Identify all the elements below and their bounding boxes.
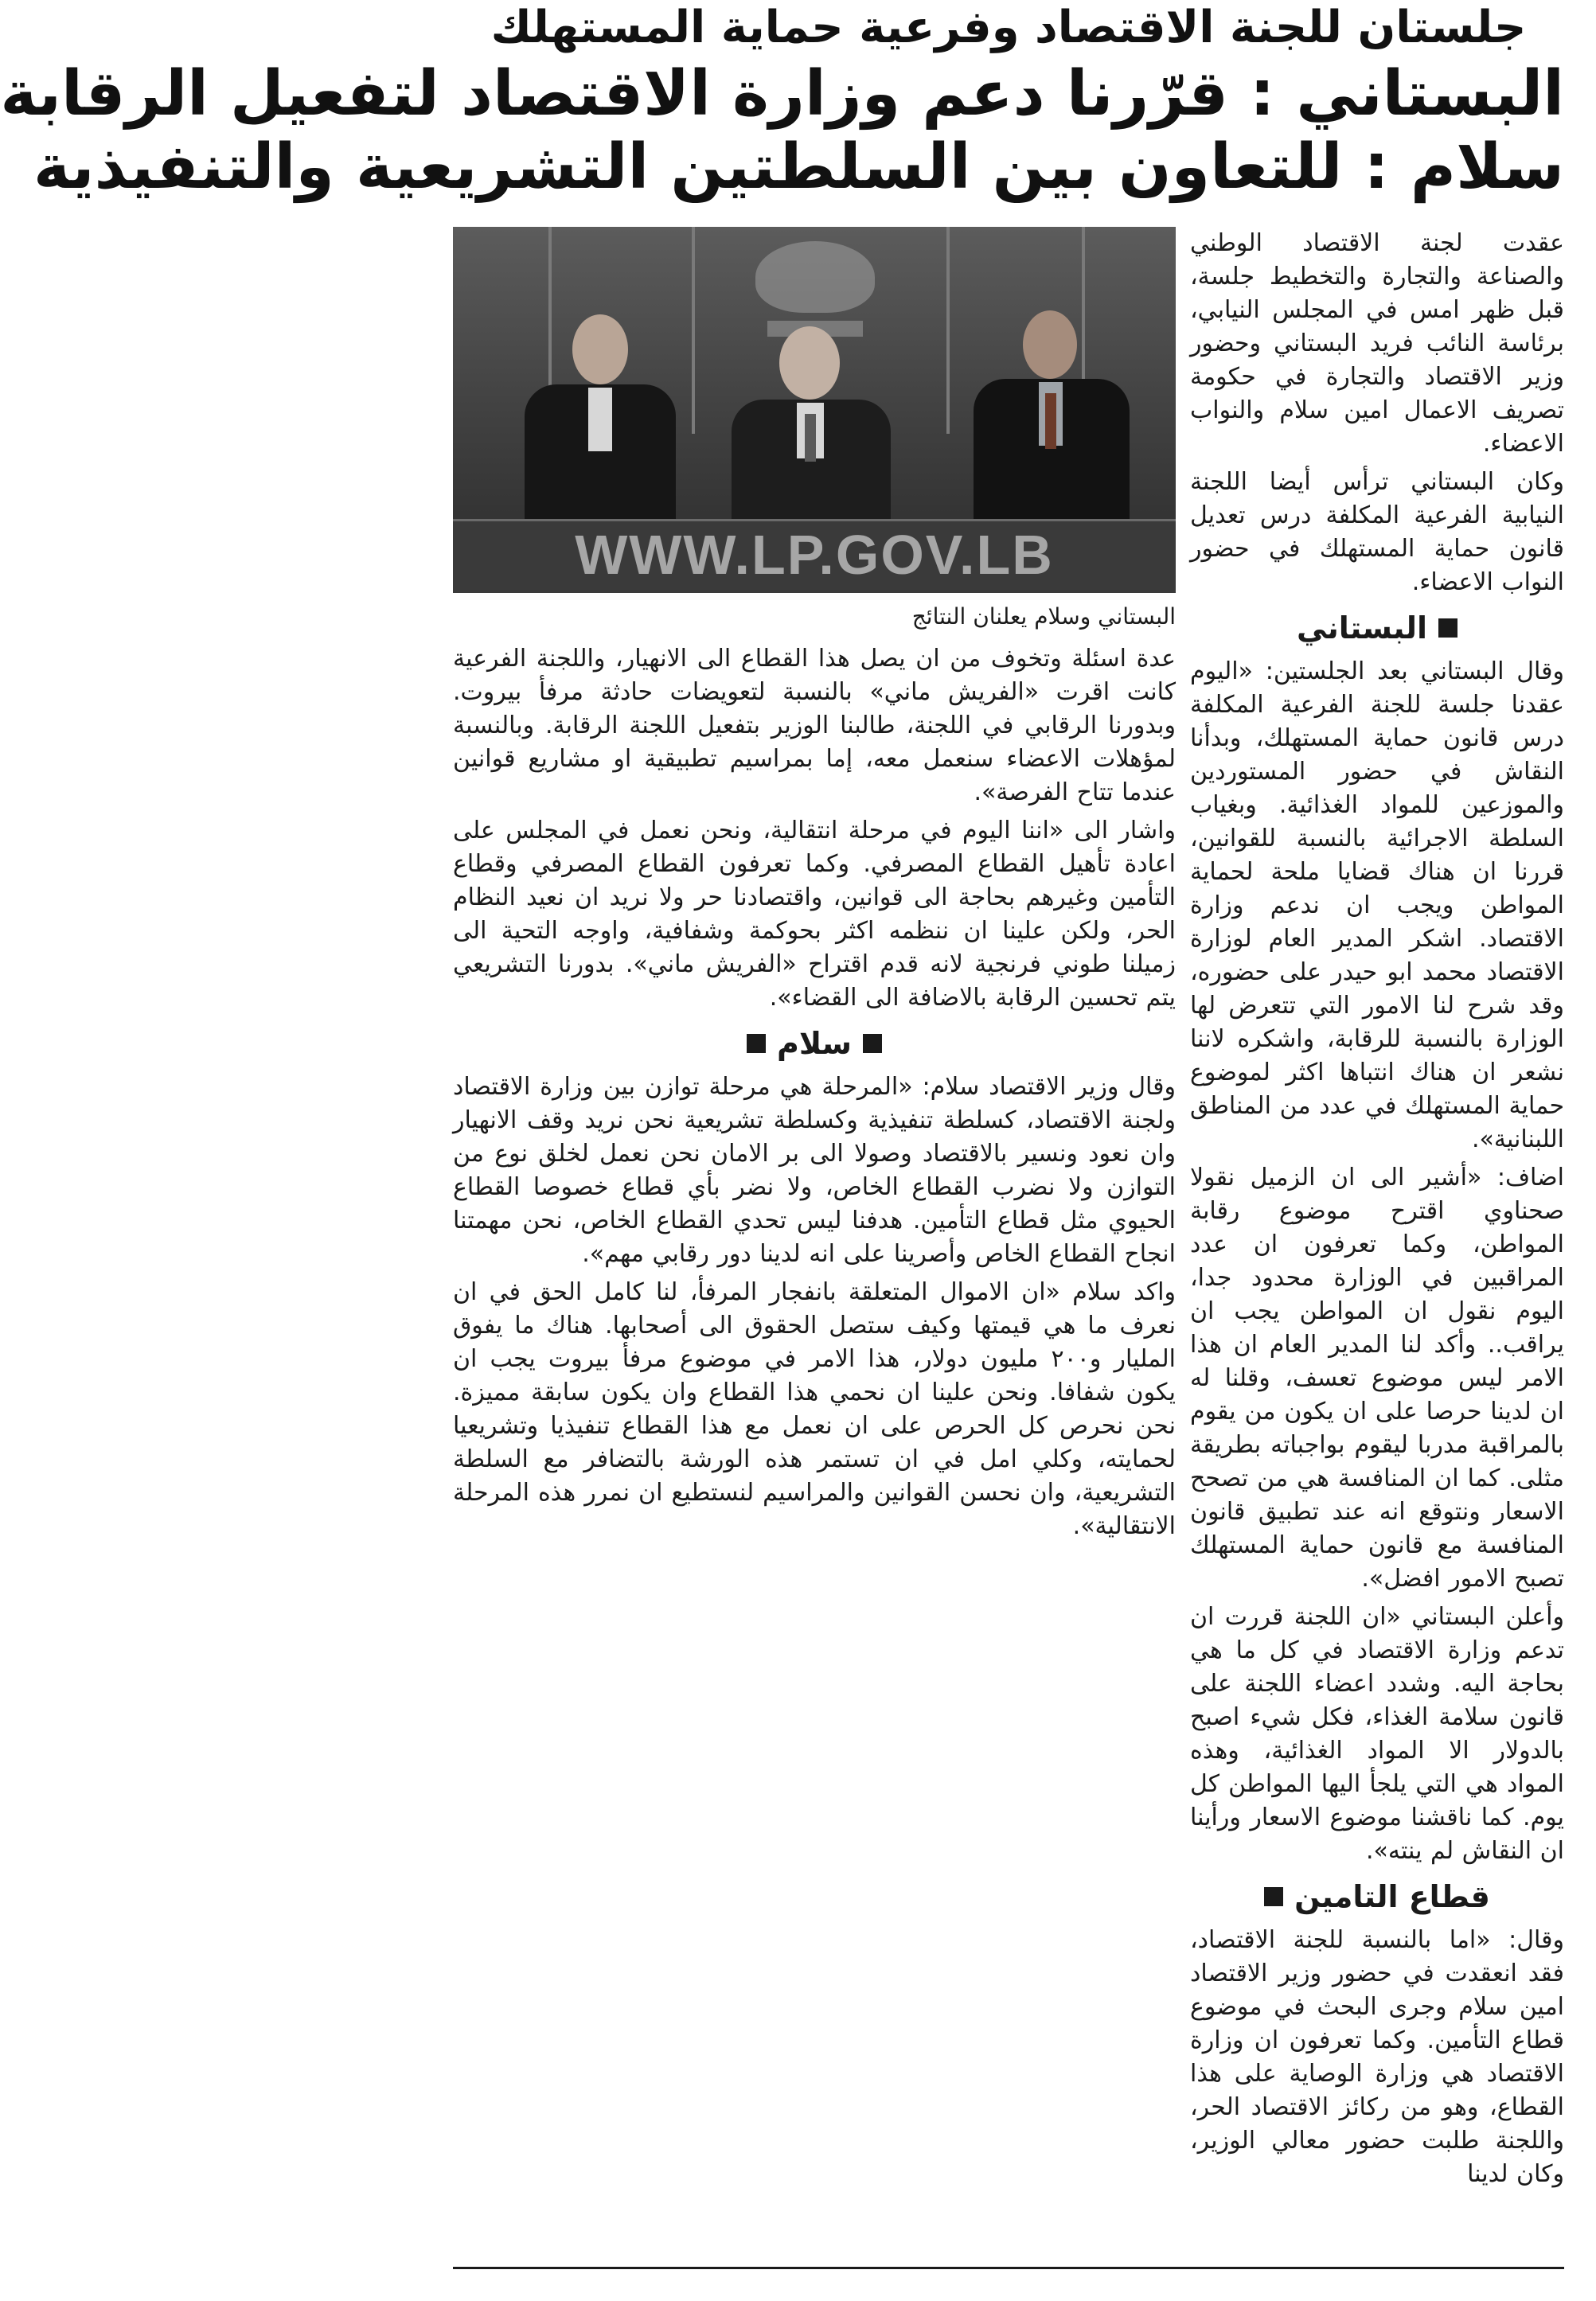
paragraph: واشار الى «اننا اليوم في مرحلة انتقالية، ونحن نعمل في المجلس على اعادة تأهيل القطاع المصرفي. وكما تعرفون القطاع المصرفي وقطاع التأمين وغيرهم بحاجة الى قوانين، واقتصادنا حر ولا نريد ان نعيد النظام الحر، ولكن علينا ان ننظمه اكثر بحوكمة وشفافية، واوجه التحية الى زميلنا طوني فرنجية لانه قدم اقتراح «الفريش ماني». بدورنا التشريعي يتم تحسين الرقابة بالاضافة الى القضاء». [453, 817, 1176, 1012]
main-headline: البستاني : قرّرنا دعم وزارة الاقتصاد لتفعيل الرقابة [0, 58, 1564, 130]
parliament-emblem-icon [755, 241, 875, 313]
left-column [453, 227, 1176, 2260]
paragraph: عدة اسئلة وتخوف من ان يصل هذا القطاع الى الانهيار، واللجنة الفرعية كانت اقرت «الفريش ماني» بالنسبة لتعويضات حادثة مرفأ بيروت. وبدورنا الرقابي في اللجنة، طالبنا الوزير بتفعيل اللجنة الرقابة. وبالنسبة لمؤهلات الاعضاء سنعمل معه، إما بمراسيم تطبيقية او مشاريع قوانين عندما تتاح الفرصة». [453, 645, 1176, 806]
square-bullet-icon [747, 1034, 766, 1053]
subheading-salam [453, 1026, 1176, 1061]
paragraph: واكد سلام «ان الاموال المتعلقة بانفجار المرفأ، لنا كامل الحق في ان نعرف ما هي قيمتها وكيف ستصل الحقوق الى أصحابها. هناك ما يفوق المليار و٢٠٠ مليون دولار، هذا الامر في موضوع مرفأ بيروت يجب ان يكون شفافا. ونحن علينا ان نحمي هذا القطاع وان يكون سابقة مميزة. نحن نحرص كل الحرص على ان نعمل مع هذا القطاع تنفيذيا وتشريعيا لحمايته، وكلي امل في ان تستمر هذه الورشة بالتضافر مع السلطة التشريعية، وان نحسن القوانين والمراسيم لنستطيع ان نمرر هذه المرحلة الانتقالية». [453, 1278, 1176, 1540]
square-bullet-icon [1264, 1887, 1283, 1906]
kicker-headline: جلستان للجنة الاقتصاد وفرعية حماية المستهلك [490, 2, 1527, 53]
paragraph: وقال: «اما بالنسبة للجنة الاقتصاد، فقد انعقدت في حضور وزير الاقتصاد امين سلام وجرى البحث في موضوع قطاع التأمين. وكما تعرفون ان وزارة الاقتصاد هي وزارة الوصاية على هذا القطاع، وهو من ركائز الاقتصاد الحر، واللجنة طلبت حضور معالي الوزير، وكان لدينا [1190, 1926, 1564, 2188]
paragraph: اضاف: «أشير الى ان الزميل نقولا صحناوي اقترح موضوع رقابة المواطن، وكما تعرفون ان عدد المراقبين في الوزارة محدود جدا، اليوم نقول ان المواطن يجب ان يراقب.. وأكد لنا المدير العام ان هذا الامر ليس موضوع تعسف، وقلنا له ان لدينا حرصا على ان يكون من يقوم بالمراقبة مدربا ليقوم بواجباته بطريقة مثلى. كما ان المنافسة هي من تصحح الاسعار ونتوقع انه عند تطبيق قانون المنافسة مع قانون حماية المستهلك تصبح الامور افضل». [1190, 1164, 1564, 1593]
subheading-insurance [1190, 1879, 1564, 1914]
subheading-bustani [1190, 610, 1564, 645]
subheading-text: البستاني [1297, 610, 1427, 645]
paragraph: وقال وزير الاقتصاد سلام: «المرحلة هي مرحلة توازن بين وزارة الاقتصاد ولجنة الاقتصاد، كسلطة تنفيذية وكسلطة تشريعية نحن نريد وقف الانهيار وان نعود ونسير بالاقتصاد وصولا الى بر الامان نحن نعمل لخلق نوع من التوازن ولا نضرب القطاع الخاص، ولا نضر بأي قطاع خصوصا القطاع الحيوي مثل قطاع التأمين. هدفنا ليس تحدي القطاع الخاص، نحن مهمتنا انجاح القطاع الخاص وأصرينا على انه لدينا دور رقابي مهم». [453, 1073, 1176, 1268]
subheading-text: سلام [776, 1026, 853, 1061]
paragraph: وكان البستاني ترأس أيضا اللجنة النيابية الفرعية المكلفة درس تعديل قانون حماية المستهلك في حضور النواب الاعضاء. [1190, 468, 1564, 596]
paragraph: عقدت لجنة الاقتصاد الوطني والصناعة والتجارة والتخطيط جلسة، قبل ظهر امس في المجلس النيابي، برئاسة النائب فريد البستاني وحضور وزير الاقتصاد والتجارة في حكومة تصريف الاعمال امين سلام والنواب الاعضاء. [1190, 229, 1564, 458]
article-body [453, 227, 1564, 2260]
paragraph: وقال البستاني بعد الجلستين: «اليوم عقدنا جلسة للجنة الفرعية المكلفة درس قانون حماية المستهلك، وبدأنا النقاش في حضور المستوردين والموزعين للمواد الغذائية. وبغياب السلطة الاجرائية بالنسبة للقوانين، قررنا ان هناك قضايا ملحة لحماية المواطن ويجب ان ندعم وزارة الاقتصاد. اشكر المدير العام لوزارة الاقتصاد محمد ابو حيدر على حضوره، وقد شرح لنا الامور التي تتعرض لها الوزارة بالنسبة للرقابة، واشكره لاننا نشعر ان هناك انتباها اكثر لموضوع حماية المستهلك في عدد من المناطق اللبنانية». [1190, 657, 1564, 1153]
paragraph: وأعلن البستاني «ان اللجنة قررت ان تدعم وزارة الاقتصاد في كل ما هي بحاجة اليه. وشدد اعضاء اللجنة على قانون سلامة الغذاء، فكل شيء اصبح بالدولار الا المواد الغذائية، وهذه المواد هي التي يلجأ اليها المواطن كل يوم. كما ناقشنا موضوع الاسعار ورأينا ان النقاش لم ينته». [1190, 1603, 1564, 1865]
photo-watermark: WWW.LP.GOV.LB [575, 524, 1054, 586]
right-column [1190, 227, 1564, 2260]
second-headline: سلام : للتعاون بين السلطتين التشريعية والتنفيذية [33, 131, 1564, 203]
photo-caption: البستاني وسلام يعلنان النتائج [911, 603, 1176, 630]
square-bullet-icon [863, 1034, 882, 1053]
press-photo [453, 227, 1176, 593]
bottom-rule [453, 2267, 1564, 2269]
square-bullet-icon [1438, 618, 1457, 638]
subheading-text: قطاع التامين [1294, 1879, 1490, 1914]
